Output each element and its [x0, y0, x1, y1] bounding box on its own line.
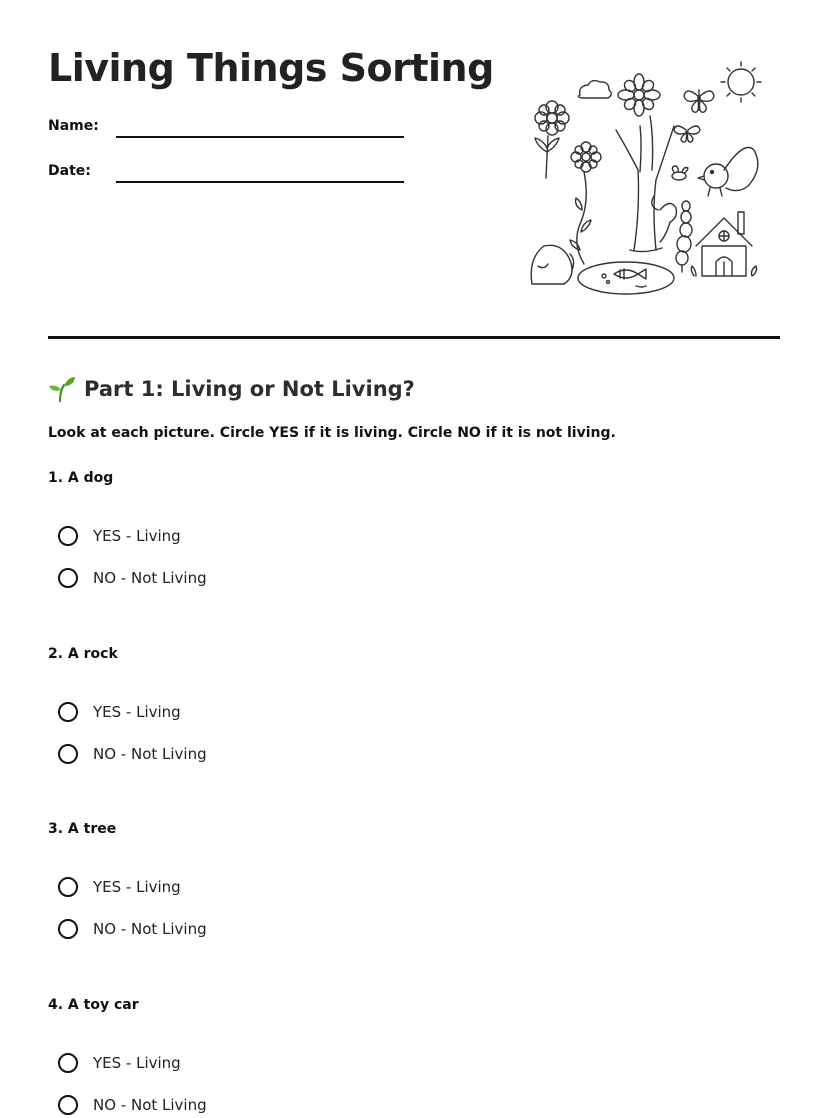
berry-stem-icon: [676, 201, 692, 272]
sun-icon: [721, 62, 761, 102]
yes-option[interactable]: [58, 1051, 181, 1075]
radio-circle[interactable]: [58, 877, 78, 897]
radio-circle[interactable]: [58, 702, 78, 722]
option-label: NO - Not Living: [93, 920, 207, 938]
header-divider: [48, 336, 780, 339]
option-label: YES - Living: [93, 527, 181, 545]
section-title: Part 1: Living or Not Living?: [84, 377, 415, 401]
date-write-line[interactable]: [116, 181, 404, 183]
option-label: NO - Not Living: [93, 1096, 207, 1114]
pond-fish-icon: [578, 262, 674, 294]
question-text: 3. A tree: [48, 821, 117, 837]
no-option[interactable]: [58, 566, 207, 590]
bird-icon: [698, 148, 758, 197]
yes-option[interactable]: [58, 875, 181, 899]
yes-option[interactable]: [58, 524, 181, 548]
name-write-line[interactable]: [116, 136, 404, 138]
cloud-icon: [578, 81, 611, 98]
radio-circle[interactable]: [58, 919, 78, 939]
butterfly-icon: [684, 90, 714, 112]
bee-icon: [672, 166, 688, 180]
flower-icon: [618, 74, 660, 116]
house-icon: [691, 212, 756, 276]
question-text: 2. A rock: [48, 646, 118, 662]
no-option[interactable]: [58, 742, 207, 766]
option-label: NO - Not Living: [93, 569, 207, 587]
vine-flower-icon: [570, 142, 601, 264]
page-title: Living Things Sorting: [48, 46, 494, 90]
instructions: Look at each picture. Circle YES if it is living. Circle NO if it is not living.: [48, 425, 616, 441]
option-label: YES - Living: [93, 878, 181, 896]
option-label: YES - Living: [93, 1054, 181, 1072]
daisy-icon: [535, 101, 569, 178]
section-heading: [48, 374, 415, 404]
sprout-icon: [48, 375, 76, 403]
small-butterfly-icon: [674, 126, 700, 142]
option-label: YES - Living: [93, 703, 181, 721]
tree-icon: [616, 116, 674, 252]
date-label: Date:: [48, 163, 91, 179]
option-label: NO - Not Living: [93, 745, 207, 763]
no-option[interactable]: [58, 1093, 207, 1117]
radio-circle[interactable]: [58, 744, 78, 764]
question-text: 1. A dog: [48, 470, 114, 486]
nature-scene-illustration: [526, 60, 766, 304]
radio-circle[interactable]: [58, 526, 78, 546]
name-label: Name:: [48, 118, 99, 134]
radio-circle[interactable]: [58, 1095, 78, 1115]
question-text: 4. A toy car: [48, 997, 139, 1013]
rock-icon: [531, 245, 573, 284]
radio-circle[interactable]: [58, 1053, 78, 1073]
no-option[interactable]: [58, 917, 207, 941]
radio-circle[interactable]: [58, 568, 78, 588]
yes-option[interactable]: [58, 700, 181, 724]
